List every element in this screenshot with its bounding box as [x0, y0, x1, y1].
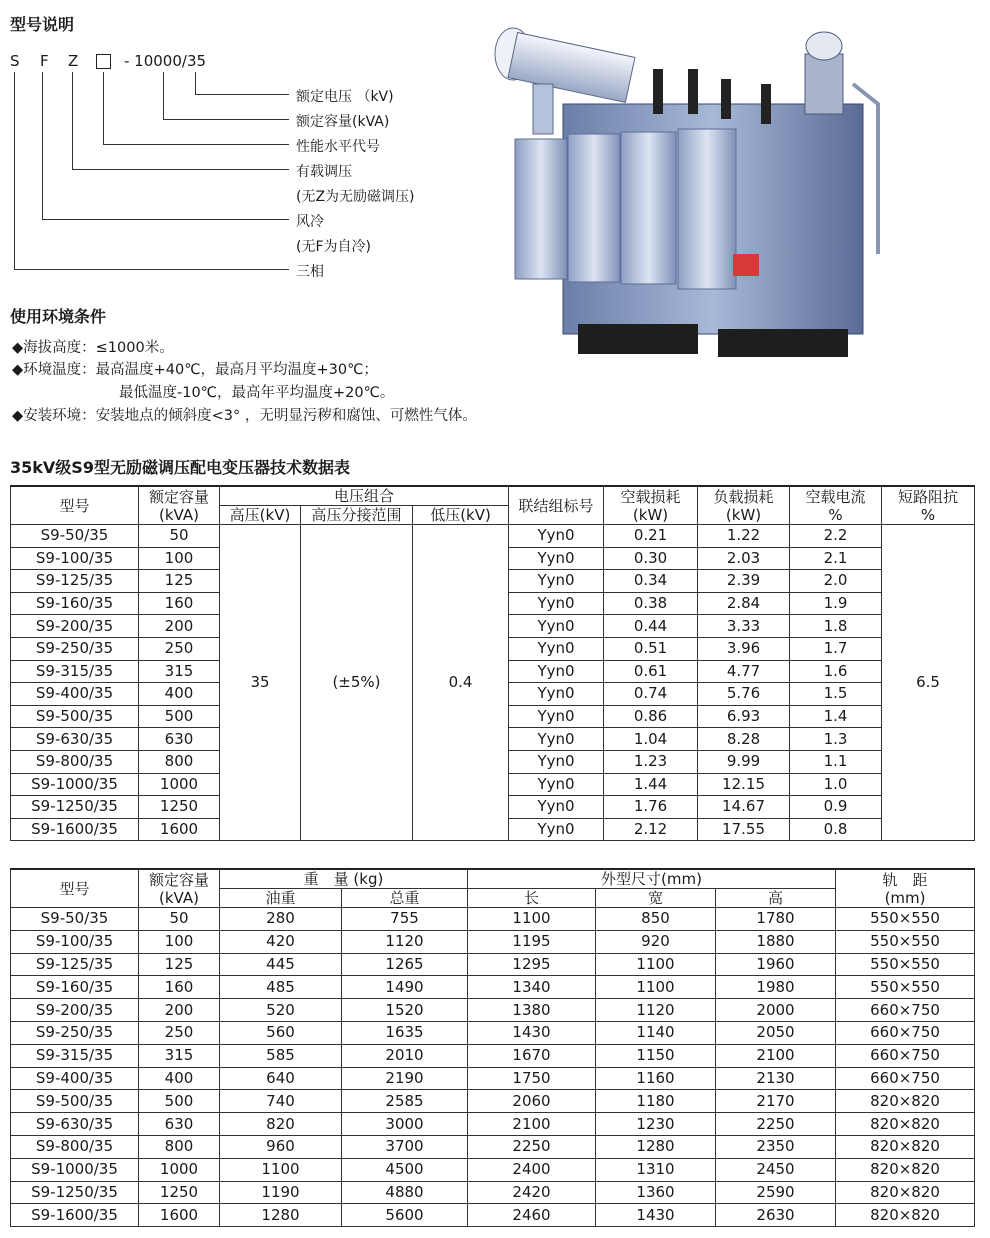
t1-header-lv: 低压(kV) [413, 506, 509, 525]
t1-cell-load-loss: 2.39 [698, 570, 790, 593]
t2-cell-total-weight: 4880 [342, 1181, 468, 1204]
t2-cell-width: 1160 [596, 1067, 716, 1090]
t2-cell-gauge: 820×820 [836, 1090, 975, 1113]
t2-cell-width: 850 [596, 908, 716, 931]
t1-cell-vector: Yyn0 [509, 773, 604, 796]
table-row [11, 1021, 975, 1044]
t2-cell-capacity: 50 [139, 908, 220, 931]
t2-cell-width: 1120 [596, 999, 716, 1022]
t1-cell-noload-loss: 1.04 [604, 728, 698, 751]
t2-cell-total-weight: 755 [342, 908, 468, 931]
t1-cell-load-loss: 2.03 [698, 547, 790, 570]
t2-cell-length: 1100 [468, 908, 596, 931]
t2-header-oil-weight: 油重 [220, 889, 342, 908]
env-temperature-min: 最低温度-10℃，最高年平均温度+20℃。 [119, 385, 395, 401]
t1-cell-vector: Yyn0 [509, 570, 604, 593]
t1-cell-vector: Yyn0 [509, 705, 604, 728]
t1-cell-noload-loss: 0.86 [604, 705, 698, 728]
t1-cell-noload-current: 2.1 [790, 547, 882, 570]
t1-cell-capacity: 1000 [139, 773, 220, 796]
t1-cell-lv-merged: 0.4 [413, 525, 509, 841]
t1-cell-noload-loss: 0.38 [604, 592, 698, 615]
t2-cell-capacity: 630 [139, 1113, 220, 1136]
t1-cell-load-loss: 5.76 [698, 683, 790, 706]
t1-cell-load-loss: 3.33 [698, 615, 790, 638]
t2-header-capacity: 额定容量 (kVA) [139, 869, 220, 908]
t1-cell-capacity: 630 [139, 728, 220, 751]
t2-cell-total-weight: 4500 [342, 1158, 468, 1181]
t1-cell-noload-current: 1.4 [790, 705, 882, 728]
t2-cell-capacity: 800 [139, 1135, 220, 1158]
t1-header-noload-current: 空载电流 % [790, 486, 882, 525]
t2-cell-oil-weight: 420 [220, 930, 342, 953]
t1-cell-vector: Yyn0 [509, 660, 604, 683]
t2-header-height: 高 [716, 889, 836, 908]
t1-cell-capacity: 160 [139, 592, 220, 615]
t1-cell-load-loss: 9.99 [698, 750, 790, 773]
t1-cell-vector: Yyn0 [509, 728, 604, 751]
t1-cell-capacity: 800 [139, 750, 220, 773]
t1-cell-noload-loss: 1.76 [604, 796, 698, 819]
t2-cell-length: 1750 [468, 1067, 596, 1090]
t2-cell-length: 2250 [468, 1135, 596, 1158]
t1-header-hv: 高压(kV) [220, 506, 301, 525]
t1-cell-load-loss: 2.84 [698, 592, 790, 615]
model-letter-f: F [40, 52, 49, 70]
table-row [11, 1044, 975, 1067]
t1-cell-load-loss: 14.67 [698, 796, 790, 819]
t2-cell-total-weight: 2585 [342, 1090, 468, 1113]
t1-cell-capacity: 200 [139, 615, 220, 638]
model-section-title: 型号说明 [10, 15, 75, 34]
t2-cell-gauge: 820×820 [836, 1158, 975, 1181]
t1-cell-noload-current: 2.2 [790, 525, 882, 548]
t1-cell-load-loss: 12.15 [698, 773, 790, 796]
t1-cell-model: S9-800/35 [11, 750, 139, 773]
t2-cell-height: 2450 [716, 1158, 836, 1181]
t2-cell-model: S9-125/35 [11, 953, 139, 976]
t1-header-model: 型号 [11, 486, 139, 525]
tech-data-table [10, 485, 975, 841]
t2-cell-oil-weight: 820 [220, 1113, 342, 1136]
t2-cell-oil-weight: 280 [220, 908, 342, 931]
table1-title: 35kV级S9型无励磁调压配电变压器技术数据表 [10, 458, 350, 477]
t2-cell-length: 1195 [468, 930, 596, 953]
t1-cell-model: S9-50/35 [11, 525, 139, 548]
model-letter-s: S [10, 52, 20, 70]
t1-cell-model: S9-630/35 [11, 728, 139, 751]
legend-three-phase: 三相 [296, 264, 324, 280]
model-suffix: - 10000/35 [124, 52, 207, 70]
t1-cell-capacity: 100 [139, 547, 220, 570]
env-temperature: ◆环境温度：最高温度+40℃，最高月平均温度+30℃； [12, 362, 378, 378]
t2-cell-length: 1380 [468, 999, 596, 1022]
t2-cell-width: 1310 [596, 1158, 716, 1181]
t1-cell-noload-current: 1.1 [790, 750, 882, 773]
t2-cell-height: 2170 [716, 1090, 836, 1113]
t2-cell-total-weight: 1265 [342, 953, 468, 976]
legend-on-load-tap: 有载调压 [296, 164, 352, 180]
t2-cell-height: 2100 [716, 1044, 836, 1067]
t1-cell-capacity: 500 [139, 705, 220, 728]
t1-cell-model: S9-1000/35 [11, 773, 139, 796]
t2-cell-model: S9-1600/35 [11, 1204, 139, 1227]
t1-cell-tap-merged: (±5%) [301, 525, 413, 841]
t2-header-width: 宽 [596, 889, 716, 908]
t1-header-noload-loss: 空载损耗 (kW) [604, 486, 698, 525]
t2-cell-oil-weight: 740 [220, 1090, 342, 1113]
t1-cell-noload-current: 2.0 [790, 570, 882, 593]
t1-cell-noload-loss: 1.23 [604, 750, 698, 773]
t1-cell-noload-loss: 0.30 [604, 547, 698, 570]
t2-cell-total-weight: 1635 [342, 1021, 468, 1044]
t1-cell-load-loss: 4.77 [698, 660, 790, 683]
t2-cell-model: S9-100/35 [11, 930, 139, 953]
t1-header-tap-range: 高压分接范围 [301, 506, 413, 525]
t2-cell-length: 2060 [468, 1090, 596, 1113]
t2-cell-height: 1780 [716, 908, 836, 931]
t1-cell-noload-loss: 1.44 [604, 773, 698, 796]
table-row [11, 976, 975, 999]
t1-cell-capacity: 50 [139, 525, 220, 548]
t2-cell-gauge: 660×750 [836, 1044, 975, 1067]
legend-on-load-tap-note: (无Z为无励磁调压) [296, 189, 415, 205]
t1-cell-noload-loss: 0.74 [604, 683, 698, 706]
t1-cell-noload-loss: 0.51 [604, 637, 698, 660]
t1-cell-model: S9-125/35 [11, 570, 139, 593]
t1-cell-model: S9-200/35 [11, 615, 139, 638]
t2-cell-model: S9-160/35 [11, 976, 139, 999]
t2-cell-model: S9-1250/35 [11, 1181, 139, 1204]
t1-cell-vector: Yyn0 [509, 592, 604, 615]
t2-cell-width: 1280 [596, 1135, 716, 1158]
t2-cell-oil-weight: 1100 [220, 1158, 342, 1181]
t2-cell-gauge: 820×820 [836, 1135, 975, 1158]
t2-cell-oil-weight: 560 [220, 1021, 342, 1044]
t1-cell-model: S9-400/35 [11, 683, 139, 706]
table-row [11, 1158, 975, 1181]
t1-cell-load-loss: 3.96 [698, 637, 790, 660]
t1-cell-vector: Yyn0 [509, 683, 604, 706]
t2-cell-capacity: 400 [139, 1067, 220, 1090]
t1-cell-capacity: 315 [139, 660, 220, 683]
t2-cell-capacity: 160 [139, 976, 220, 999]
t1-cell-noload-current: 0.9 [790, 796, 882, 819]
t1-cell-hv-merged: 35 [220, 525, 301, 841]
t1-cell-noload-loss: 0.61 [604, 660, 698, 683]
model-box-glyph [96, 54, 111, 73]
t2-cell-model: S9-1000/35 [11, 1158, 139, 1181]
t2-cell-height: 1980 [716, 976, 836, 999]
t1-cell-noload-loss: 0.44 [604, 615, 698, 638]
t2-cell-total-weight: 3700 [342, 1135, 468, 1158]
table-row [11, 908, 975, 931]
legend-rated-capacity: 额定容量(kVA) [296, 114, 390, 130]
t2-cell-model: S9-800/35 [11, 1135, 139, 1158]
t2-cell-width: 1430 [596, 1204, 716, 1227]
t2-cell-gauge: 660×750 [836, 1021, 975, 1044]
t1-header-voltage-group: 电压组合 [220, 486, 509, 506]
t2-cell-gauge: 550×550 [836, 953, 975, 976]
t2-cell-gauge: 550×550 [836, 930, 975, 953]
t1-header-vector-group: 联结组标号 [509, 486, 604, 525]
t1-cell-capacity: 400 [139, 683, 220, 706]
t2-cell-height: 2130 [716, 1067, 836, 1090]
env-installation: ◆安装环境：安装地点的倾斜度<3° ，无明显污秽和腐蚀、可燃性气体。 [12, 408, 477, 424]
table-row [11, 1090, 975, 1113]
t1-cell-model: S9-100/35 [11, 547, 139, 570]
t2-cell-total-weight: 1520 [342, 999, 468, 1022]
t2-cell-gauge: 820×820 [836, 1181, 975, 1204]
t2-cell-length: 2400 [468, 1158, 596, 1181]
t2-cell-oil-weight: 520 [220, 999, 342, 1022]
t2-cell-height: 2050 [716, 1021, 836, 1044]
t2-cell-capacity: 1250 [139, 1181, 220, 1204]
t1-cell-load-loss: 1.22 [698, 525, 790, 548]
t2-cell-total-weight: 5600 [342, 1204, 468, 1227]
t1-cell-model: S9-1600/35 [11, 818, 139, 841]
t1-cell-model: S9-315/35 [11, 660, 139, 683]
table-row [11, 525, 975, 548]
t2-header-total-weight: 总重 [342, 889, 468, 908]
t2-cell-gauge: 820×820 [836, 1204, 975, 1227]
t1-cell-noload-current: 1.7 [790, 637, 882, 660]
t1-cell-model: S9-160/35 [11, 592, 139, 615]
t2-cell-height: 2590 [716, 1181, 836, 1204]
t1-cell-noload-loss: 2.12 [604, 818, 698, 841]
t1-cell-noload-current: 1.8 [790, 615, 882, 638]
t1-cell-model: S9-500/35 [11, 705, 139, 728]
t2-header-model: 型号 [11, 869, 139, 908]
t2-cell-length: 1670 [468, 1044, 596, 1067]
t2-cell-capacity: 315 [139, 1044, 220, 1067]
t2-cell-oil-weight: 445 [220, 953, 342, 976]
t2-cell-length: 2420 [468, 1181, 596, 1204]
t2-cell-capacity: 1600 [139, 1204, 220, 1227]
t2-cell-gauge: 660×750 [836, 1067, 975, 1090]
t2-cell-length: 1340 [468, 976, 596, 999]
t1-cell-vector: Yyn0 [509, 818, 604, 841]
t1-cell-vector: Yyn0 [509, 750, 604, 773]
t2-cell-length: 1295 [468, 953, 596, 976]
transformer-photo [493, 24, 913, 360]
t1-cell-impedance-merged: 6.5 [882, 525, 975, 841]
t2-cell-model: S9-200/35 [11, 999, 139, 1022]
t1-cell-vector: Yyn0 [509, 615, 604, 638]
t1-cell-noload-loss: 0.21 [604, 525, 698, 548]
t1-header-capacity: 额定容量 (kVA) [139, 486, 220, 525]
t2-header-length: 长 [468, 889, 596, 908]
table-row [11, 953, 975, 976]
t1-cell-vector: Yyn0 [509, 547, 604, 570]
t2-cell-oil-weight: 1280 [220, 1204, 342, 1227]
t2-cell-model: S9-50/35 [11, 908, 139, 931]
t1-cell-noload-current: 1.9 [790, 592, 882, 615]
legend-performance-code: 性能水平代号 [296, 139, 380, 155]
t2-cell-gauge: 820×820 [836, 1113, 975, 1136]
t2-cell-width: 1360 [596, 1181, 716, 1204]
t1-cell-load-loss: 8.28 [698, 728, 790, 751]
t2-cell-capacity: 500 [139, 1090, 220, 1113]
t2-cell-gauge: 550×550 [836, 908, 975, 931]
t1-cell-load-loss: 17.55 [698, 818, 790, 841]
t2-cell-height: 2000 [716, 999, 836, 1022]
t1-cell-noload-current: 1.3 [790, 728, 882, 751]
t2-cell-height: 1880 [716, 930, 836, 953]
t1-cell-noload-loss: 0.34 [604, 570, 698, 593]
env-section-title: 使用环境条件 [10, 307, 107, 326]
t2-cell-width: 1180 [596, 1090, 716, 1113]
table-row [11, 1181, 975, 1204]
model-letter-z: Z [68, 52, 79, 70]
t2-cell-length: 2100 [468, 1113, 596, 1136]
t2-cell-total-weight: 3000 [342, 1113, 468, 1136]
dimension-weight-table [10, 868, 975, 1227]
t2-cell-capacity: 200 [139, 999, 220, 1022]
t1-cell-capacity: 1600 [139, 818, 220, 841]
t2-cell-height: 2350 [716, 1135, 836, 1158]
t1-cell-load-loss: 6.93 [698, 705, 790, 728]
t2-cell-width: 1150 [596, 1044, 716, 1067]
t1-cell-capacity: 250 [139, 637, 220, 660]
t2-cell-total-weight: 1120 [342, 930, 468, 953]
t2-cell-total-weight: 2010 [342, 1044, 468, 1067]
legend-air-cooled-note: (无F为自冷) [296, 239, 371, 255]
env-altitude: ◆海拔高度：≤1000米。 [12, 340, 174, 356]
t2-cell-gauge: 550×550 [836, 976, 975, 999]
table-row [11, 1113, 975, 1136]
t2-cell-width: 1230 [596, 1113, 716, 1136]
t2-cell-total-weight: 1490 [342, 976, 468, 999]
t1-header-impedance: 短路阻抗 % [882, 486, 975, 525]
t2-cell-capacity: 250 [139, 1021, 220, 1044]
t2-cell-model: S9-250/35 [11, 1021, 139, 1044]
t1-cell-vector: Yyn0 [509, 525, 604, 548]
t1-cell-capacity: 125 [139, 570, 220, 593]
t2-cell-width: 1100 [596, 953, 716, 976]
t2-cell-oil-weight: 1190 [220, 1181, 342, 1204]
t2-cell-width: 920 [596, 930, 716, 953]
t1-cell-noload-current: 1.6 [790, 660, 882, 683]
t1-cell-noload-current: 1.0 [790, 773, 882, 796]
t2-cell-width: 1140 [596, 1021, 716, 1044]
t2-cell-model: S9-400/35 [11, 1067, 139, 1090]
table-row [11, 999, 975, 1022]
t2-cell-oil-weight: 585 [220, 1044, 342, 1067]
t2-cell-length: 1430 [468, 1021, 596, 1044]
t2-cell-height: 2250 [716, 1113, 836, 1136]
t2-cell-oil-weight: 640 [220, 1067, 342, 1090]
t2-header-weight: 重 量 (kg) [220, 869, 468, 889]
t2-cell-gauge: 660×750 [836, 999, 975, 1022]
t1-cell-vector: Yyn0 [509, 796, 604, 819]
t2-cell-model: S9-500/35 [11, 1090, 139, 1113]
t2-cell-total-weight: 2190 [342, 1067, 468, 1090]
t1-cell-model: S9-250/35 [11, 637, 139, 660]
t2-cell-oil-weight: 485 [220, 976, 342, 999]
t1-cell-capacity: 1250 [139, 796, 220, 819]
t2-cell-capacity: 1000 [139, 1158, 220, 1181]
t2-cell-height: 1960 [716, 953, 836, 976]
t2-cell-height: 2630 [716, 1204, 836, 1227]
t2-cell-width: 1100 [596, 976, 716, 999]
t2-cell-length: 2460 [468, 1204, 596, 1227]
t2-cell-oil-weight: 960 [220, 1135, 342, 1158]
transformer-illustration-icon [493, 24, 913, 360]
t2-header-gauge: 轨 距 (mm) [836, 869, 975, 908]
table-row [11, 1135, 975, 1158]
t2-cell-model: S9-630/35 [11, 1113, 139, 1136]
table-row [11, 1204, 975, 1227]
table-row [11, 1067, 975, 1090]
t2-cell-model: S9-315/35 [11, 1044, 139, 1067]
t1-header-load-loss: 负载损耗 (kW) [698, 486, 790, 525]
t1-cell-vector: Yyn0 [509, 637, 604, 660]
legend-rated-voltage: 额定电压 （kV) [296, 89, 394, 105]
table-row [11, 930, 975, 953]
t1-cell-noload-current: 1.5 [790, 683, 882, 706]
t2-header-dimensions: 外型尺寸(mm) [468, 869, 836, 889]
t2-cell-capacity: 125 [139, 953, 220, 976]
t1-cell-noload-current: 0.8 [790, 818, 882, 841]
legend-air-cooled: 风冷 [296, 214, 324, 230]
t2-cell-capacity: 100 [139, 930, 220, 953]
t1-cell-model: S9-1250/35 [11, 796, 139, 819]
